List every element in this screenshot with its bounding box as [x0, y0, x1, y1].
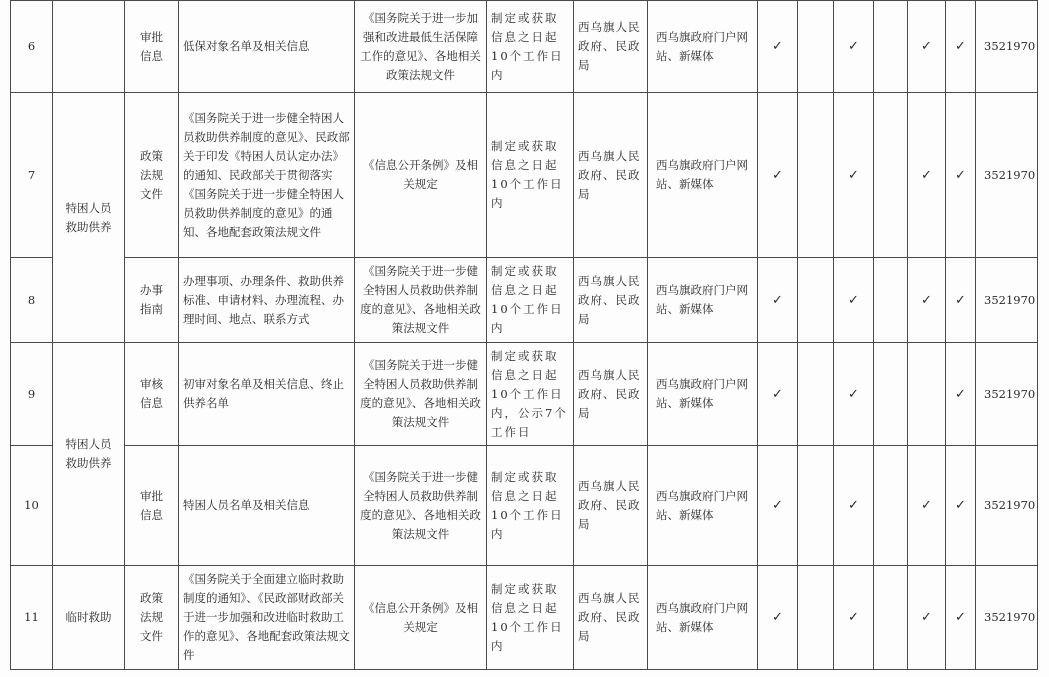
row-number: 9 [11, 343, 53, 446]
row-number: 8 [11, 258, 53, 343]
check-cell [798, 93, 834, 258]
check-cell [908, 343, 946, 446]
basis-cell: 《信息公开条例》及相关规定 [355, 93, 487, 258]
check-cell: ✓ [758, 566, 798, 670]
basis-cell: 《信息公开条例》及相关规定 [355, 566, 487, 670]
time-cell: 制定或获取信息之日起10个工作日内 [487, 566, 574, 670]
row-number: 10 [11, 446, 53, 566]
info-type-cell: 审批 信息 [125, 1, 179, 93]
phone-cell: 3521970 [976, 566, 1038, 670]
phone-cell: 3521970 [976, 446, 1038, 566]
check-cell [874, 258, 908, 343]
check-cell: ✓ [908, 93, 946, 258]
table-row [11, 1, 1038, 93]
time-cell: 制定或获取信息之日起10个工作日内，公示7个工作日 [487, 343, 574, 446]
check-cell: ✓ [946, 1, 976, 93]
check-cell: ✓ [834, 566, 874, 670]
category-cell: 特困人员 救助供养 [53, 343, 125, 566]
basis-cell: 《国务院关于进一步健全特困人员救助供养制度的意见》、各地相关政策法规文件 [355, 258, 487, 343]
content-cell: 初审对象名单及相关信息、终止供养名单 [179, 343, 355, 446]
dept-cell: 西乌旗人民政府、民政局 [574, 93, 648, 258]
channel-cell: 西乌旗政府门户网站、新媒体 [648, 343, 758, 446]
phone-cell: 3521970 [976, 258, 1038, 343]
phone-cell: 3521970 [976, 343, 1038, 446]
check-cell: ✓ [946, 566, 976, 670]
check-cell: ✓ [758, 93, 798, 258]
check-cell: ✓ [946, 446, 976, 566]
content-cell: 办理事项、办理条件、救助供养标准、申请材料、办理流程、办理时间、地点、联系方式 [179, 258, 355, 343]
check-cell: ✓ [908, 446, 946, 566]
check-cell: ✓ [758, 343, 798, 446]
check-cell [798, 446, 834, 566]
phone-cell: 3521970 [976, 93, 1038, 258]
channel-cell: 西乌旗政府门户网站、新媒体 [648, 446, 758, 566]
content-cell: 《国务院关于进一步健全特困人员救助供养制度的意见》、民政部关于印发《特困人员认定办法》的通知、民政部关于贯彻落实《国务院关于进一步健全特困人员救助供养制度的意见》的通知、各地配套政策法规文件 [179, 93, 355, 258]
check-cell [798, 566, 834, 670]
dept-cell: 西乌旗人民政府、民政局 [574, 258, 648, 343]
check-cell [798, 258, 834, 343]
table-row [11, 93, 1038, 258]
check-cell [874, 93, 908, 258]
time-cell: 制定或获取信息之日起10个工作日内 [487, 93, 574, 258]
category-cell: 特困人员 救助供养 [53, 93, 125, 343]
channel-cell: 西乌旗政府门户网站、新媒体 [648, 93, 758, 258]
check-cell [798, 1, 834, 93]
info-type-cell: 政策 法规 文件 [125, 93, 179, 258]
check-cell: ✓ [834, 258, 874, 343]
table-row [11, 258, 1038, 343]
info-type-cell: 审核 信息 [125, 343, 179, 446]
check-cell [874, 1, 908, 93]
channel-cell: 西乌旗政府门户网站、新媒体 [648, 258, 758, 343]
content-cell: 《国务院关于全面建立临时救助制度的通知》、《民政部财政部关于进一步加强和改进临时救助工作的意见》、各地配套政策法规文件 [179, 566, 355, 670]
check-cell: ✓ [758, 258, 798, 343]
check-cell: ✓ [758, 1, 798, 93]
check-cell: ✓ [834, 93, 874, 258]
table-row [11, 446, 1038, 566]
document-table-page [10, 0, 1037, 668]
info-type-cell: 办事 指南 [125, 258, 179, 343]
check-cell [798, 343, 834, 446]
check-cell: ✓ [908, 1, 946, 93]
basis-cell: 《国务院关于进一步加强和改进最低生活保障工作的意见》、各地相关政策法规文件 [355, 1, 487, 93]
dept-cell: 西乌旗人民政府、民政局 [574, 566, 648, 670]
table-row [11, 343, 1038, 446]
check-cell [874, 566, 908, 670]
content-cell: 特困人员名单及相关信息 [179, 446, 355, 566]
category-cell [53, 1, 125, 93]
row-number: 11 [11, 566, 53, 670]
check-cell [874, 446, 908, 566]
time-cell: 制定或获取信息之日起10个工作日内 [487, 258, 574, 343]
check-cell: ✓ [834, 1, 874, 93]
info-type-cell: 审批 信息 [125, 446, 179, 566]
check-cell: ✓ [834, 446, 874, 566]
check-cell: ✓ [908, 258, 946, 343]
check-cell: ✓ [834, 343, 874, 446]
check-cell: ✓ [758, 446, 798, 566]
time-cell: 制定或获取信息之日起10个工作日内 [487, 1, 574, 93]
check-cell: ✓ [908, 566, 946, 670]
row-number: 7 [11, 93, 53, 258]
dept-cell: 西乌旗人民政府、民政局 [574, 343, 648, 446]
basis-cell: 《国务院关于进一步健全特困人员救助供养制度的意见》、各地相关政策法规文件 [355, 343, 487, 446]
channel-cell: 西乌旗政府门户网站、新媒体 [648, 1, 758, 93]
table-row [11, 566, 1038, 670]
info-type-cell: 政策 法规 文件 [125, 566, 179, 670]
check-cell: ✓ [946, 93, 976, 258]
check-cell: ✓ [946, 343, 976, 446]
basis-cell: 《国务院关于进一步健全特困人员救助供养制度的意见》、各地相关政策法规文件 [355, 446, 487, 566]
dept-cell: 西乌旗人民政府、民政局 [574, 1, 648, 93]
phone-cell: 3521970 [976, 1, 1038, 93]
category-cell: 临时救助 [53, 566, 125, 670]
check-cell: ✓ [946, 258, 976, 343]
content-cell: 低保对象名单及相关信息 [179, 1, 355, 93]
check-cell [874, 343, 908, 446]
row-number: 6 [11, 1, 53, 93]
disclosure-table [10, 0, 1038, 670]
dept-cell: 西乌旗人民政府、民政局 [574, 446, 648, 566]
time-cell: 制定或获取信息之日起10个工作日内 [487, 446, 574, 566]
channel-cell: 西乌旗政府门户网站、新媒体 [648, 566, 758, 670]
